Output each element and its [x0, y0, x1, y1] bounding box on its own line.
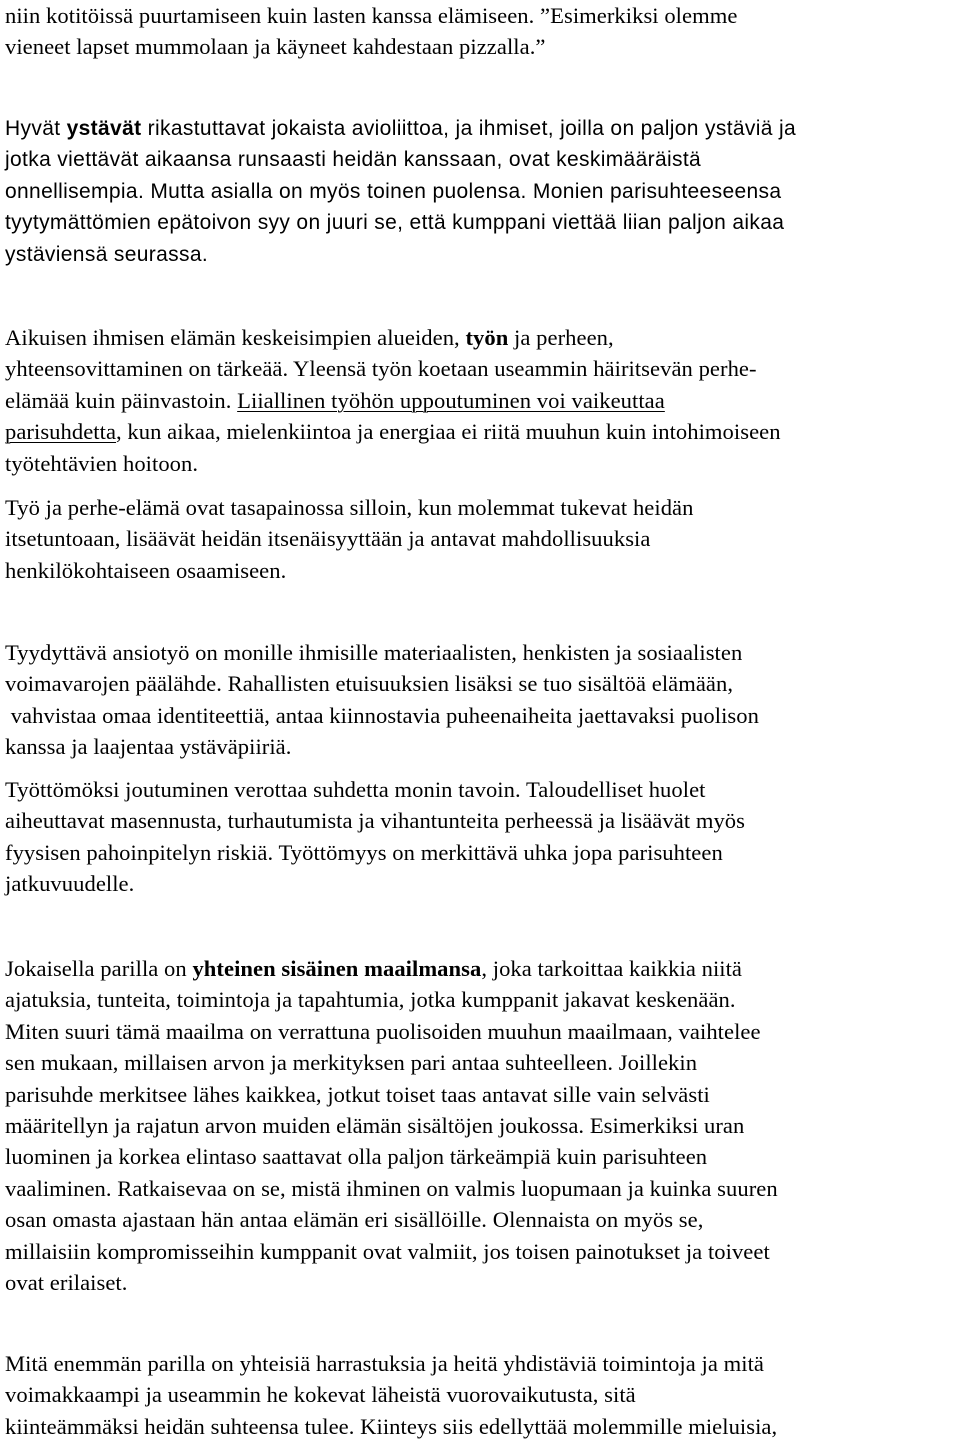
text-line — [5, 953, 957, 984]
text-run: vahvistaa omaa identiteettiä, antaa kiinnostavia puheenaiheita jaettavaksi puolison — [5, 702, 759, 728]
text-line — [5, 1411, 957, 1442]
paragraph — [5, 322, 957, 479]
text-run: rikastuttavat jokaista avioliittoa, ja ihmiset, joilla on paljon ystäviä ja — [141, 117, 797, 140]
underlined-text: parisuhdetta — [5, 419, 117, 445]
text-line — [5, 1267, 957, 1298]
text-line — [5, 837, 957, 868]
text-run: Hyvät — [5, 117, 67, 140]
bold-text: yhteinen sisäinen maailmansa — [192, 956, 482, 981]
text-line — [5, 1079, 957, 1110]
text-line — [5, 1173, 957, 1204]
text-line — [5, 1379, 957, 1410]
text-line — [5, 31, 957, 62]
text-run: työtehtävien hoitoon. — [5, 450, 199, 476]
text-run: onnellisempia. Mutta asialla on myös toinen puolensa. Monien parisuhteeseensa — [5, 179, 782, 203]
text-run: Työ ja perhe-elämä ovat tasapainossa silloin, kun molemmat tukevat heidän — [5, 495, 694, 520]
text-line — [5, 1141, 957, 1172]
text-line — [5, 731, 957, 762]
text-line — [5, 1236, 957, 1267]
text-run: itsetuntoaan, lisäävät heidän itsenäisyyttään ja antavat mahdollisuuksia — [5, 526, 651, 552]
paragraph — [5, 953, 957, 1298]
paragraph — [5, 113, 957, 270]
text-run: aiheuttavat masennusta, turhautumista ja vihantunteita perheessä ja lisäävät myös — [5, 808, 746, 834]
text-run: Aikuisen ihmisen elämän keskeisimpien alueiden, — [5, 325, 466, 350]
text-line — [5, 448, 957, 479]
text-line — [5, 668, 957, 699]
text-run: niin kotitöissä puurtamiseen kuin lasten kanssa elämiseen. ”Esimerkiksi olemme — [5, 3, 738, 28]
text-run: jatkuvuudelle. — [5, 871, 135, 897]
text-line — [5, 322, 957, 353]
text-line — [5, 805, 957, 836]
text-line — [5, 144, 957, 175]
text-line — [5, 385, 957, 416]
text-line — [5, 353, 957, 384]
underlined-text: Liiallinen työhön uppoutuminen voi vaikeuttaa — [237, 387, 665, 413]
text-run: , joka tarkoittaa kaikkia niitä — [481, 956, 743, 981]
text-run: sen mukaan, millaisen arvon ja merkityksen pari antaa suhteelleen. Joillekin — [5, 1050, 698, 1076]
text-line — [5, 868, 957, 899]
text-run: henkilökohtaiseen osaamiseen. — [5, 557, 287, 583]
text-line — [5, 416, 957, 447]
text-line — [5, 492, 957, 523]
paragraph — [5, 1348, 957, 1442]
text-run: fyysisen pahoinpitelyn riskiä. Työttömyys on merkittävä uhka jopa parisuhteen — [5, 839, 723, 865]
text-run: luominen ja korkea elintaso saattavat olla paljon tärkeämpiä kuin parisuhteen — [5, 1144, 708, 1170]
text-line — [5, 1110, 957, 1141]
text-line — [5, 637, 957, 668]
text-run: Tyydyttävä ansiotyö on monille ihmisille materiaalisten, henkisten ja sosiaalisten — [5, 640, 743, 665]
text-run: voimakkaampi ja useammin he kokevat läheistä vuorovaikutusta, sitä — [5, 1382, 636, 1408]
text-line — [5, 207, 957, 238]
bold-text: työn — [465, 325, 509, 350]
text-run: parisuhde merkitsee lähes kaikkea, jotkut toiset taas antavat sille vain selvästi — [5, 1081, 710, 1107]
text-run: osan omasta ajastaan hän antaa elämän eri sisällöille. Olennaista on myös se, — [5, 1207, 704, 1233]
text-line — [5, 1204, 957, 1235]
text-run: voimavarojen päälähde. Rahallisten etuisuuksien lisäksi se tuo sisältöä elämään, — [5, 671, 734, 697]
text-run: kiinteämmäksi heidän suhteensa tulee. Kiinteys siis edellyttää molemmille mieluisia, — [5, 1413, 778, 1439]
text-line — [5, 113, 957, 144]
paragraph — [5, 774, 957, 900]
text-run: jotka viettävät aikaansa runsaasti heidän kanssaan, ovat keskimääräistä — [5, 148, 702, 172]
text-run: yhteensovittaminen on tärkeää. Yleensä työn koetaan useammin häiritsevän perhe- — [5, 356, 757, 382]
text-line — [5, 555, 957, 586]
text-run: millaisiin kompromisseihin kumppanit ovat valmiit, jos toisen painotukset ja toiveet — [5, 1238, 770, 1264]
text-line — [5, 176, 957, 207]
text-run: Työttömöksi joutuminen verottaa suhdetta monin tavoin. Taloudelliset huolet — [5, 777, 706, 802]
text-line — [5, 0, 957, 31]
bold-text: ystävät — [66, 117, 142, 140]
text-line — [5, 1047, 957, 1078]
text-line — [5, 1016, 957, 1047]
text-line — [5, 984, 957, 1015]
text-run: ja perheen, — [508, 325, 614, 350]
text-run: ystäviensä seurassa. — [5, 242, 209, 266]
text-run: kanssa ja laajentaa ystäväpiiriä. — [5, 734, 292, 760]
text-run: elämää kuin päinvastoin. — [5, 387, 238, 413]
paragraph — [5, 492, 957, 586]
text-run: , kun aikaa, mielenkiintoa ja energiaa ei riitä muuhun kuin intohimoiseen — [116, 419, 781, 445]
text-run: tyytymättömien epätoivon syy on juuri se, että kumppani viettää liian paljon aikaa — [5, 211, 785, 235]
text-run: Mitä enemmän parilla on yhteisiä harrastuksia ja heitä yhdistäviä toimintoja ja mitä — [5, 1351, 764, 1376]
text-run: vaaliminen. Ratkaisevaa on se, mistä ihminen on valmis luopumaan ja kuinka suuren — [5, 1175, 778, 1201]
text-run: ovat erilaiset. — [5, 1269, 128, 1295]
text-run: Jokaisella parilla on — [5, 956, 193, 981]
text-line — [5, 1348, 957, 1379]
text-line — [5, 239, 957, 270]
text-run: Miten suuri tämä maailma on verrattuna puolisoiden muuhun maailmaan, vaihtelee — [5, 1018, 761, 1044]
text-run: vieneet lapset mummolaan ja käyneet kahdestaan pizzalla.” — [5, 34, 546, 60]
text-run: määritellyn ja rajatun arvon muiden elämän sisältöjen joukossa. Esimerkiksi uran — [5, 1112, 745, 1138]
paragraph — [5, 0, 957, 63]
text-line — [5, 700, 957, 731]
paragraph — [5, 637, 957, 763]
text-line — [5, 774, 957, 805]
text-run: ajatuksia, tunteita, toimintoja ja tapahtumia, jotka kumppanit jakavat keskenään. — [5, 987, 736, 1013]
text-line — [5, 523, 957, 554]
